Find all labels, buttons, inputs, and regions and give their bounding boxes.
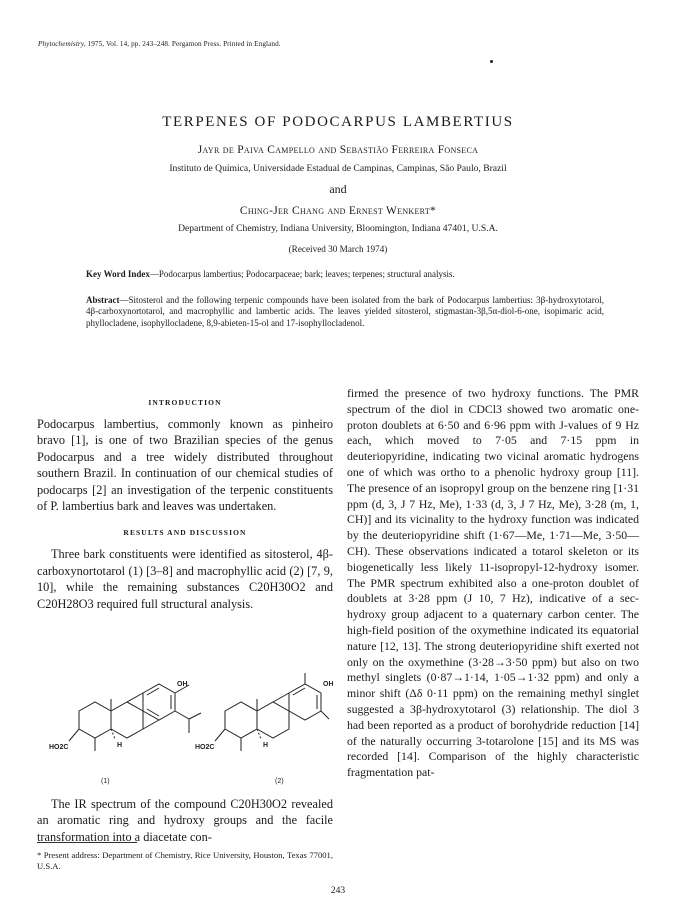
abstract bbox=[86, 295, 604, 329]
introduction-text: Podocarpus lambertius, commonly known as pinheiro bravo [1], is one of two Brazilian species of the genus Podocarpus and a tree widely distributed throughout southern Brazil. In continuation of our chemical studies of podocarps [2] an investigation of the terpenic constituents of P. lambertius bark and leaves was undertaken. bbox=[37, 417, 333, 514]
h-label-1: H bbox=[117, 742, 123, 749]
introduction-heading: INTRODUCTION bbox=[148, 398, 222, 407]
abstract-text: —Sitosterol and the following terpenic compounds have been isolated from the bark of Podocarpus lambertius: 3β-hydroxytotarol, 4β-carboxynortotarol, and macrophyllic and lambertic acids. The leaves yielded sitosterol, stigmastan-3β,5α-diol-6-one, isopimaric acid, phyllocladene, isophyllocladene, 8,9-abieten-15-ol and 17-isophyllocladenol. bbox=[86, 295, 604, 328]
institution-1: Instituto de Química, Universidade Estadual de Campinas, Campinas, São Paulo, Brazil bbox=[169, 163, 507, 174]
h-label-2: H bbox=[263, 742, 269, 749]
right-column bbox=[347, 386, 639, 781]
keywords bbox=[86, 269, 626, 279]
authors-line-2: Ching-Jer Chang and Ernest Wenkert* bbox=[239, 205, 437, 217]
results-heading: RESULTS AND DISCUSSION bbox=[123, 528, 247, 538]
compound-1-label: (1) bbox=[101, 778, 110, 785]
page-number: 243 bbox=[330, 886, 346, 896]
journal-info: 1975, Vol. 14, pp. 243–248. Pergamon Press. Printed in England. bbox=[85, 40, 281, 48]
authors-line-1: Jayr de Paiva Campello and Sebastião Ferreira Fonseca bbox=[197, 144, 479, 156]
received-date: (Received 30 March 1974) bbox=[288, 244, 388, 254]
journal-name: Phytochemistry, bbox=[38, 40, 86, 48]
paper-title: TERPENES OF PODOCARPUS LAMBERTIUS bbox=[162, 114, 514, 130]
structure-1 bbox=[69, 684, 201, 751]
right-column-text: firmed the presence of two hydroxy functions. The PMR spectrum of the diol in CDCl3 showed two aromatic one-proton doublets at 6·50 and 6·96 ppm with J-values of 9 Hz each, which moved to 7·05 and 7·15 ppm in deuteriopyridine, indicating two vicinal aromatic hydrogens one of which was ortho to a phenolic hydroxy group [11]. The presence of an isopropyl group on the benzene ring [1·31 ppm (d, 3, J 7 Hz, Me), 1·33 (d, 3, J 7 Hz, Me), 3·28 (m, 1, CH)] and its vicinality to the hydroxy function was indicated by the deuteriopyridine shift (1·67—Me, 1·71—Me, 3·50—CH). These observations indicated a totarol skeleton or its biogenetically less likely 11-isopropyl-12-hydroxy isomer. The PMR spectrum exhibited also a one-proton doublet of doublets at 3·28 ppm (J 10, 7 Hz), indicative of a sec-hydroxy group adjacent to a quaternary carbon center. The high-field position of the oxymethine indicated its equatorial nature [12, 13]. The strong deuteriopyridine shift exerted not only on the oxymethine (3·28→3·50 ppm) but also on two methyl singlets (0·87→1·14, 1·05→1·32 ppm) and only a minor shift (Δδ 0·11 ppm) on the remaining methyl singlet suggested a 3β-hydroxytotarol (3) relationship. The diol 3 had been reported as a product of borohydride reduction [14] of the naturally occurring 3-totarolone [15] and its MS was recorded [14]. Comparison of the highly characteristic fragmentation pat- bbox=[347, 386, 639, 780]
print-speck bbox=[490, 60, 493, 63]
oh-label-1: OH bbox=[177, 681, 188, 688]
chemical-structures-figure bbox=[37, 655, 333, 793]
oh-label-2: OH bbox=[323, 681, 333, 688]
results-text: Three bark constituents were identified as sitosterol, 4β-carboxynortotarol (1) [3–8] and macrophyllic acid (2) [7, 9, 10], while the remaining substances C20H30O2 and C20H28O3 required full structural analysis. bbox=[37, 547, 333, 611]
and-separator: and bbox=[329, 182, 347, 196]
left-column bbox=[37, 398, 333, 612]
keywords-text: —Podocarpus lambertius; Podocarpaceae; bark; leaves; terpenes; structural analysis. bbox=[149, 269, 455, 279]
institution-2: Department of Chemistry, Indiana University, Bloomington, Indiana 47401, U.S.A. bbox=[178, 223, 498, 234]
keywords-label: Key Word Index bbox=[86, 269, 150, 279]
structure-2 bbox=[215, 673, 329, 751]
abstract-label: Abstract bbox=[86, 295, 120, 305]
hooc-label-1: HO2C bbox=[49, 744, 69, 751]
hooc-label-2: HO2C bbox=[195, 744, 215, 751]
footnote-rule bbox=[37, 842, 137, 843]
compound-2-label: (2) bbox=[275, 778, 284, 785]
ir-paragraph: The IR spectrum of the compound C20H30O2 revealed an aromatic ring and hydroxy groups and the facile transformation into a diacetate con- bbox=[37, 797, 333, 844]
footnote: * Present address: Department of Chemistry, Rice University, Houston, Texas 77001, U.S.A. bbox=[37, 850, 333, 872]
journal-citation bbox=[38, 40, 281, 48]
